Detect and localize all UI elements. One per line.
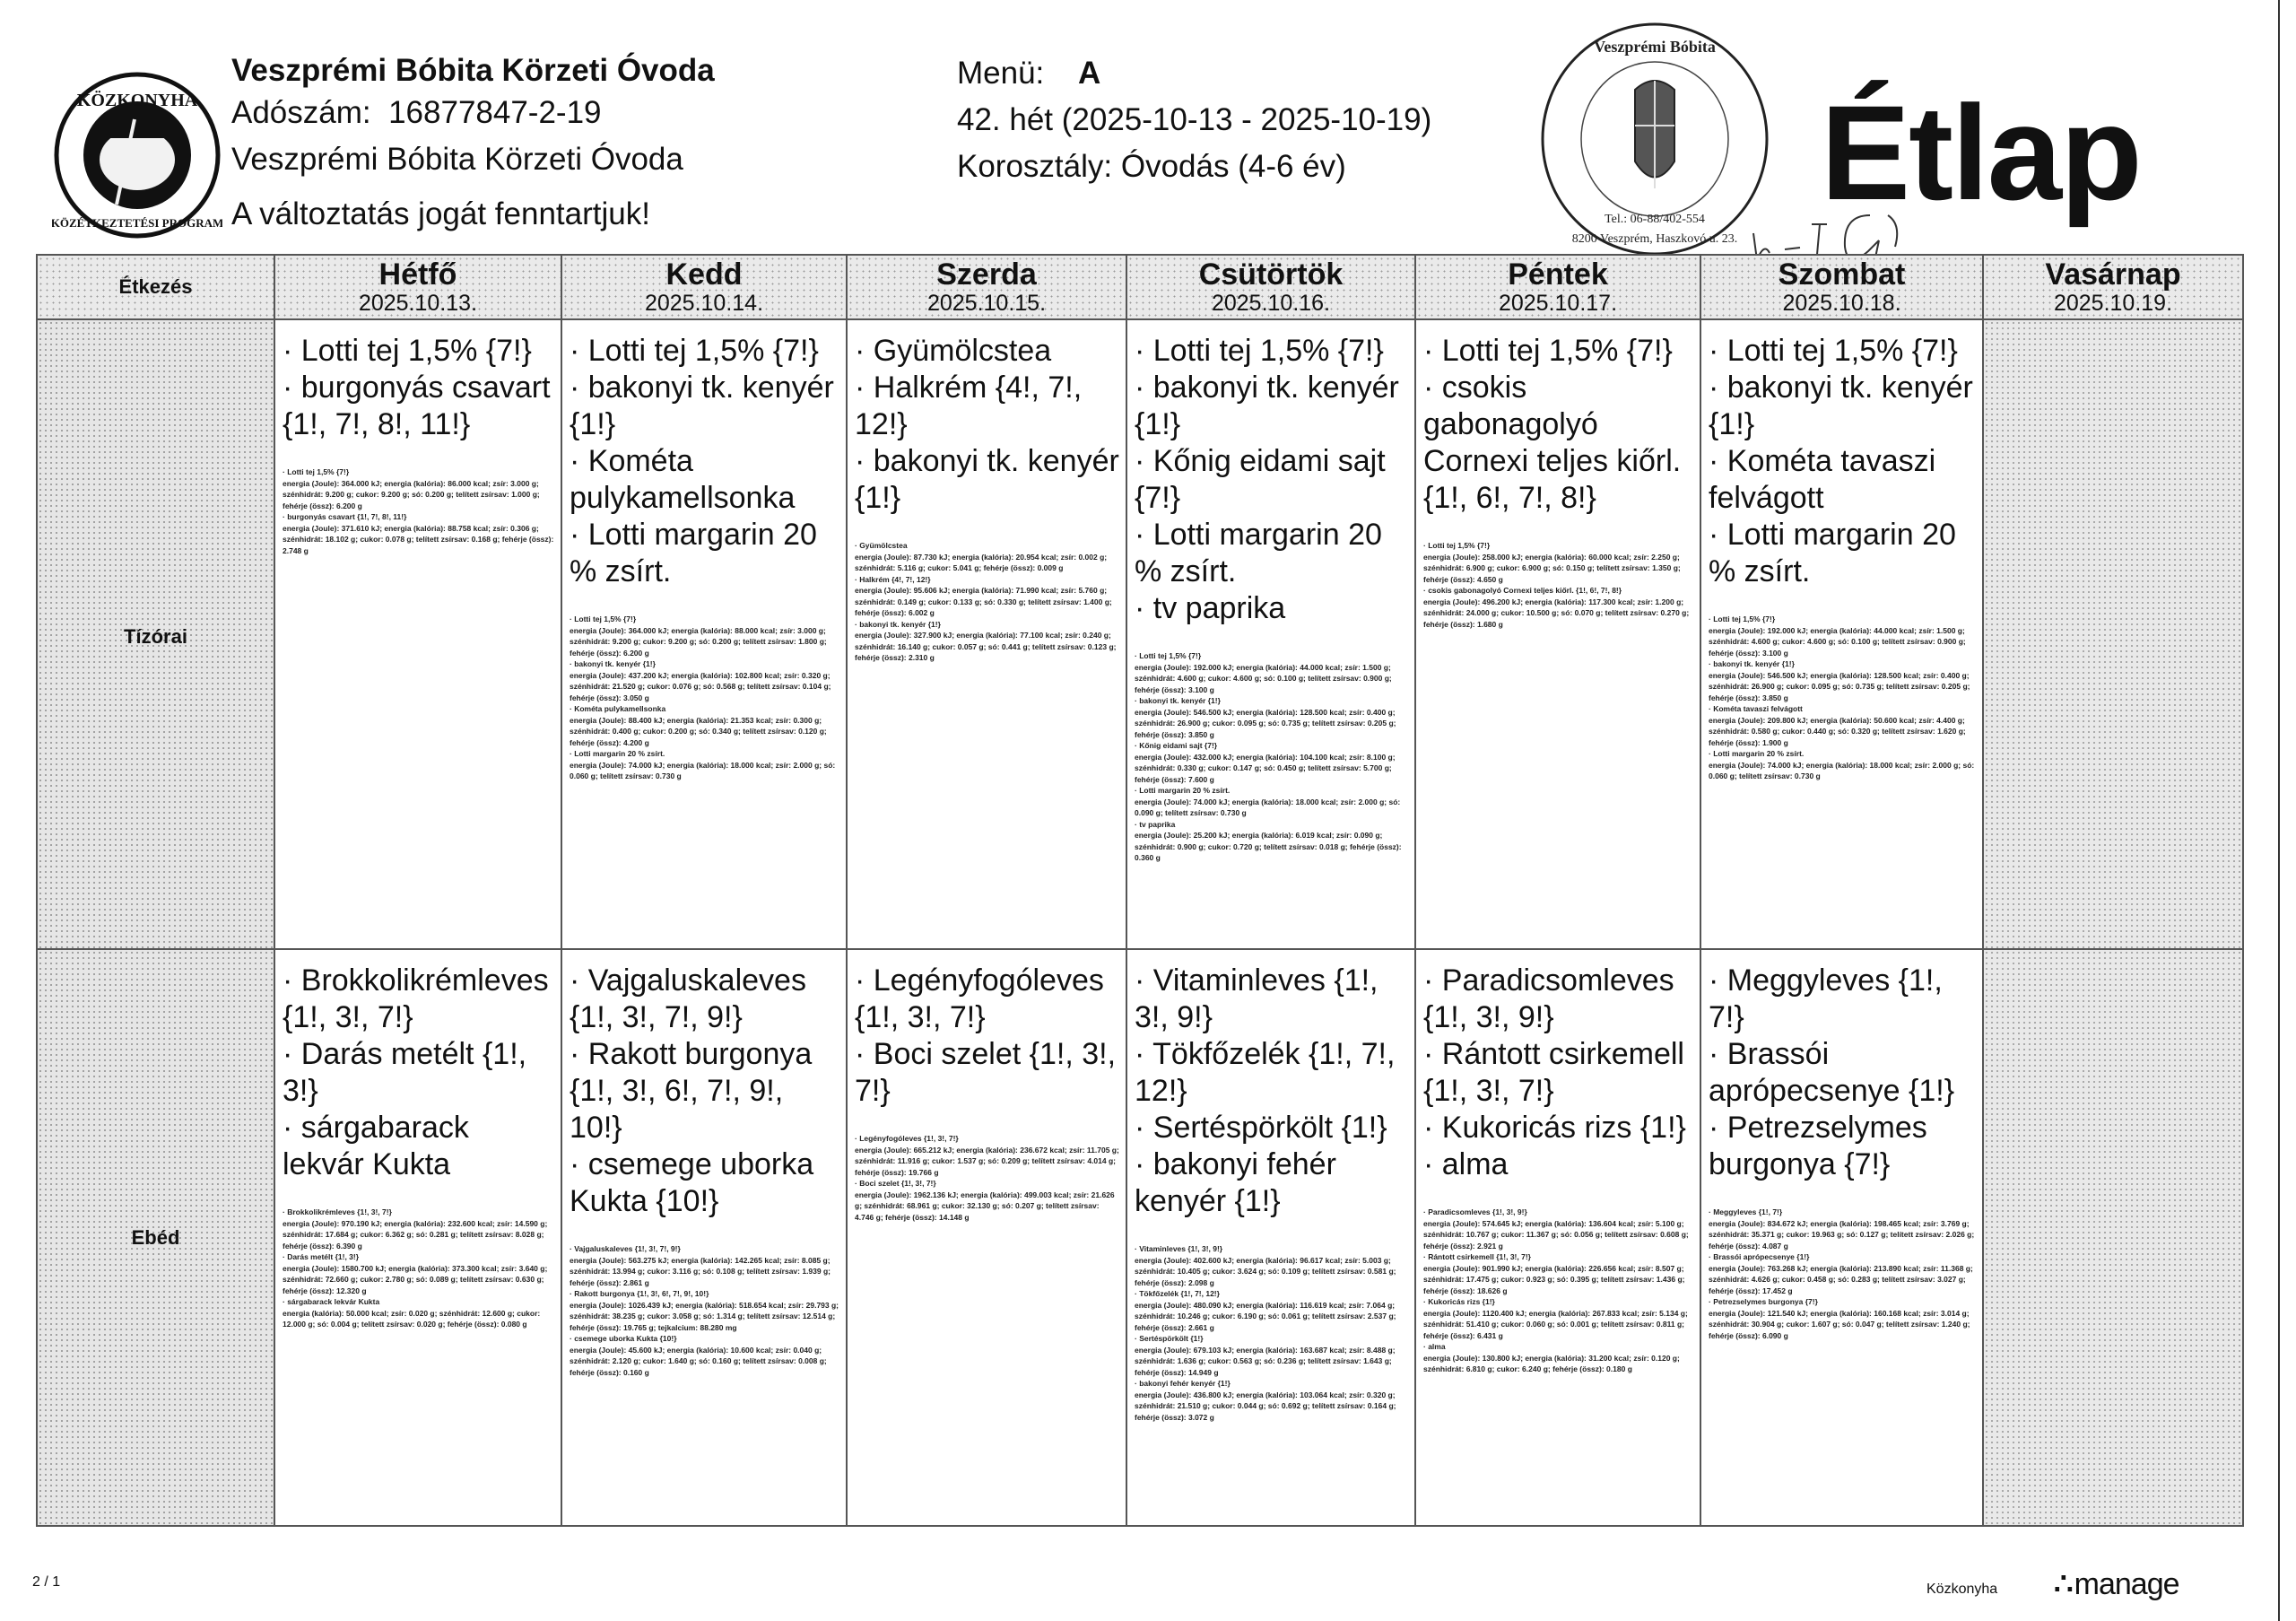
org-name-secondary: Veszprémi Bóbita Körzeti Óvoda bbox=[231, 142, 683, 177]
dish-item: · Lotti tej 1,5% {7!} bbox=[1709, 334, 1958, 368]
nutrition-item-values: energia (Joule): 192.000 kJ; energia (kalória): 44.000 kcal; zsír: 1.500 g; szénhidrát: 4.600 g; cukor: 4.600 g; só: 0.100 g; telített zsírsav: 0.900 g; fehérje (össz): 3.100 g bbox=[1135, 662, 1392, 694]
day-header bbox=[847, 255, 1126, 319]
menu-cell-content bbox=[1416, 320, 1700, 633]
nutrition-item-title: · alma bbox=[1423, 1342, 1446, 1351]
day-name: Péntek bbox=[1508, 257, 1608, 292]
day-header bbox=[274, 255, 561, 319]
menu-cell bbox=[561, 949, 847, 1526]
dish-item: · bakonyi tk. kenyér {1!} bbox=[570, 370, 834, 441]
nutrition-item-title: · Vajgaluskaleves {1!, 3!, 7!, 9!} bbox=[570, 1244, 681, 1253]
nutrition-item-title: · Sertéspörkölt {1!} bbox=[1135, 1334, 1204, 1343]
menu-cell bbox=[274, 949, 561, 1526]
org-name: Veszprémi Bóbita Körzeti Óvoda bbox=[231, 53, 715, 88]
nutrition-item-values: energia (Joule): 74.000 kJ; energia (kalória): 18.000 kcal; zsír: 2.000 g; só: 0.060 g; telített zsírsav: 0.730 g bbox=[1709, 760, 1975, 780]
nutrition-item-title: · csokis gabonagolyó Cornexi teljes kiőrl. {1!, 6!, 7!, 8!} bbox=[1423, 586, 1622, 595]
meal-column-label: Étkezés bbox=[118, 275, 193, 298]
menu-label: Menü: bbox=[957, 56, 1045, 91]
menu-cell-content bbox=[1127, 950, 1414, 1426]
dish-item: · Vitaminleves {1!, 3!, 9!} bbox=[1135, 963, 1378, 1034]
nutrition-item-title: · burgonyás csavart {1!, 7!, 8!, 11!} bbox=[283, 512, 407, 521]
dish-item: · Lotti tej 1,5% {7!} bbox=[1423, 334, 1673, 368]
nutrition-item-values: energia (Joule): 436.800 kJ; energia (kalória): 103.064 kcal; zsír: 0.320 g; szénhidrát: 21.510 g; cukor: 0.044 g; só: 0.692 g; telített zsírsav: 0.164 g; fehérje (össz): 3.072 g bbox=[1135, 1390, 1396, 1422]
nutrition-item-values: energia (Joule): 87.730 kJ; energia (kalória): 20.954 kcal; zsír: 0.002 g; szénhidrát: 5.116 g; cukor: 5.041 g; fehérje (össz): 0.009 g bbox=[855, 552, 1108, 572]
manage-logo-text: manage bbox=[2074, 1567, 2179, 1601]
menu-cell-content bbox=[1127, 320, 1414, 867]
menu-cell bbox=[847, 319, 1126, 949]
dish-item: · bakonyi tk. kenyér {1!} bbox=[855, 444, 1119, 515]
nutrition-item-values: energia (Joule): 130.800 kJ; energia (kalória): 31.200 kcal; zsír: 0.120 g; szénhidrát: 6.810 g; cukor: 6.240 g; fehérje (össz): 0.180 g bbox=[1423, 1353, 1680, 1373]
nutrition-item-values: energia (Joule): 546.500 kJ; energia (kalória): 128.500 kcal; zsír: 0.400 g; szénhidrát: 26.900 g; cukor: 0.095 g; só: 0.735 g; telített zsírsav: 0.205 g; fehérje (össz): 3.850 g bbox=[1135, 707, 1396, 739]
nutrition-item-values: energia (Joule): 563.275 kJ; energia (kalória): 142.265 kcal; zsír: 8.085 g; szénhidrát: 13.994 g; cukor: 3.116 g; só: 0.108 g; telített zsírsav: 1.939 g; fehérje (össz): 2.861 g bbox=[570, 1255, 831, 1287]
day-header bbox=[1126, 255, 1415, 319]
dish-item: · Lotti margarin 20 % zsírt. bbox=[570, 518, 817, 588]
nutrition-item-title: · Kukoricás rizs {1!} bbox=[1423, 1297, 1495, 1306]
nutrition-item-title: · Rakott burgonya {1!, 3!, 6!, 7!, 9!, 10!} bbox=[570, 1289, 709, 1298]
table-header-row bbox=[37, 255, 2243, 319]
nutrition-item-values: energia (Joule): 402.600 kJ; energia (kalória): 96.617 kcal; zsír: 5.003 g; szénhidrát: 10.405 g; cukor: 3.624 g; só: 0.109 g; telített zsírsav: 0.581 g; fehérje (össz): 2.098 g bbox=[1135, 1255, 1396, 1287]
svg-text:KÖZÉTKEZTETÉSI PROGRAM: KÖZÉTKEZTETÉSI PROGRAM bbox=[52, 216, 222, 230]
page-title: Étlap bbox=[1821, 77, 2141, 228]
dish-item: · csokis gabonagolyó Cornexi teljes kiőrl. {1!, 6!, 7!, 8!} bbox=[1423, 370, 1682, 515]
day-header bbox=[561, 255, 847, 319]
menu-cell-content bbox=[1984, 320, 2242, 336]
menu-cell bbox=[1700, 319, 1983, 949]
dish-item: · Brokkolikrémleves {1!, 3!, 7!} bbox=[283, 963, 549, 1034]
nutrition-item-title: · Meggyleves {1!, 7!} bbox=[1709, 1207, 1783, 1216]
nutrition-item-title: · bakonyi fehér kenyér {1!} bbox=[1135, 1379, 1231, 1388]
nutrition-item-title: · bakonyi tk. kenyér {1!} bbox=[1135, 696, 1221, 705]
nutrition-item-values: energia (Joule): 327.900 kJ; energia (kalória): 77.100 kcal; zsír: 0.240 g; szénhidrát: 16.140 g; cukor: 0.057 g; só: 0.441 g; telített zsírsav: 0.123 g; fehérje (össz): 2.310 g bbox=[855, 631, 1117, 662]
nutrition-item-title: · bakonyi tk. kenyér {1!} bbox=[855, 619, 941, 629]
day-header bbox=[1983, 255, 2243, 319]
day-date: 2025.10.17. bbox=[1498, 291, 1618, 316]
nutrition-item-values: energia (Joule): 432.000 kJ; energia (kalória): 104.100 kcal; zsír: 8.100 g; szénhidrát: 0.330 g; cukor: 0.147 g; só: 0.450 g; telített zsírsav: 5.700 g; fehérje (össz): 7.600 g bbox=[1135, 752, 1396, 784]
day-date: 2025.10.15. bbox=[926, 291, 1047, 316]
nutrition-item-title: · Lotti tej 1,5% {7!} bbox=[1709, 614, 1776, 623]
nutrition-item-title: · Halkrém {4!, 7!, 12!} bbox=[855, 574, 931, 584]
nutrition-item-values: energia (Joule): 74.000 kJ; energia (kalória): 18.000 kcal; zsír: 2.000 g; só: 0.060 g; telített zsírsav: 0.730 g bbox=[570, 760, 836, 780]
nutrition-item-title: · Vitaminleves {1!, 3!, 9!} bbox=[1135, 1244, 1223, 1253]
menu-cell bbox=[1126, 319, 1415, 949]
nutrition-item-values: energia (Joule): 834.672 kJ; energia (kalória): 198.465 kcal; zsír: 3.769 g; szénhidrát: 35.371 g; cukor: 19.963 g; só: 0.127 g; telített zsírsav: 2.026 g; fehérje (össz): 4.087 g bbox=[1709, 1218, 1975, 1251]
day-date: 2025.10.14. bbox=[644, 291, 764, 316]
menu-cell bbox=[847, 949, 1126, 1526]
nutrition-info bbox=[1423, 540, 1694, 630]
menu-cell bbox=[1415, 319, 1700, 949]
nutrition-item-title: · Paradicsomleves {1!, 3!, 9!} bbox=[1423, 1207, 1527, 1216]
nutrition-item-values: energia (Joule): 546.500 kJ; energia (kalória): 128.500 kcal; zsír: 0.400 g; szénhidrát: 26.900 g; cukor: 0.095 g; só: 0.735 g; telített zsírsav: 0.205 g; fehérje (össz): 3.850 g bbox=[1709, 670, 1970, 702]
nutrition-item-title: · tv paprika bbox=[1135, 819, 1176, 829]
dish-item: · bakonyi tk. kenyér {1!} bbox=[1135, 370, 1399, 441]
dish-item: · Meggyleves {1!, 7!} bbox=[1709, 963, 1943, 1034]
meal-label: Ebéd bbox=[131, 1226, 180, 1249]
nutrition-item-values: energia (Joule): 763.268 kJ; energia (kalória): 213.890 kcal; zsír: 11.368 g; szénhidrát: 4.626 g; cukor: 0.458 g; só: 0.283 g; telített zsírsav: 3.027 g; fehérje (össz): 17.452 g bbox=[1709, 1263, 1973, 1295]
nutrition-item-values: energia (Joule): 95.606 kJ; energia (kalória): 71.990 kcal; zsír: 5.760 g; szénhidrát: 0.149 g; cukor: 0.133 g; só: 0.330 g; telített zsírsav: 1.400 g; fehérje (össz): 6.002 g bbox=[855, 586, 1112, 617]
day-name: Szombat bbox=[1778, 257, 1906, 292]
svg-text:KÖZKONYHA: KÖZKONYHA bbox=[76, 91, 198, 110]
kozkonyha-logo bbox=[52, 70, 222, 240]
menu-cell bbox=[561, 319, 847, 949]
day-date: 2025.10.18. bbox=[1782, 291, 1901, 316]
organization-info bbox=[231, 52, 715, 233]
menu-table bbox=[36, 254, 2244, 1527]
dish-item: · bakonyi fehér kenyér {1!} bbox=[1135, 1147, 1336, 1218]
dish-item: · Kométa tavaszi felvágott bbox=[1709, 444, 1936, 515]
dish-item: · alma bbox=[1423, 1147, 1509, 1181]
day-header bbox=[1700, 255, 1983, 319]
dish-item: · sárgabarack lekvár Kukta bbox=[283, 1111, 469, 1181]
nutrition-item-title: · Lotti margarin 20 % zsírt. bbox=[1135, 786, 1231, 795]
nutrition-item-values: energia (Joule): 258.000 kJ; energia (kalória): 60.000 kcal; zsír: 2.250 g; szénhidrát: 6.900 g; cukor: 6.900 g; só: 0.150 g; telített zsírsav: 1.350 g; fehérje (össz): 4.650 g bbox=[1423, 552, 1681, 584]
nutrition-item-title: · Brassói aprópecsenye {1!} bbox=[1709, 1252, 1810, 1261]
nutrition-item-values: energia (Joule): 901.990 kJ; energia (kalória): 226.656 kcal; zsír: 8.507 g; szénhidrát: 17.475 g; cukor: 0.923 g; só: 0.395 g; telített zsírsav: 1.436 g; fehérje (össz): 18.626 g bbox=[1423, 1263, 1685, 1295]
manage-logo-dots: ∴ bbox=[2054, 1567, 2074, 1601]
nutrition-info bbox=[283, 1207, 555, 1330]
nutrition-item-title: · bakonyi tk. kenyér {1!} bbox=[1709, 659, 1795, 668]
nutrition-item-title: · Petrezselymes burgonya {7!} bbox=[1709, 1297, 1818, 1306]
nutrition-item-values: energia (Joule): 437.200 kJ; energia (kalória): 102.800 kcal; zsír: 0.320 g; szénhidrát: 21.520 g; cukor: 0.076 g; só: 0.568 g; telített zsírsav: 0.104 g; fehérje (össz): 3.050 g bbox=[570, 670, 831, 702]
nutrition-item-values: energia (Joule): 665.212 kJ; energia (kalória): 236.672 kcal; zsír: 11.705 g; szénhidrát: 11.916 g; cukor: 1.537 g; só: 0.209 g; telített zsírsav: 4.014 g; fehérje (össz): 19.766 g bbox=[855, 1145, 1119, 1177]
nutrition-item-title: · Darás metélt {1!, 3!} bbox=[283, 1252, 360, 1261]
dish-item: · Petrezselymes burgonya {7!} bbox=[1709, 1111, 1927, 1181]
nutrition-info bbox=[570, 614, 840, 782]
menu-cell bbox=[1983, 319, 2243, 949]
day-name: Szerda bbox=[936, 257, 1037, 292]
dish-item: · Brassói aprópecsenye {1!} bbox=[1709, 1037, 1955, 1108]
meal-label-cell bbox=[37, 949, 274, 1526]
nutrition-info bbox=[1423, 1207, 1694, 1375]
nutrition-item-title: · Legényfogóleves {1!, 3!, 7!} bbox=[855, 1134, 959, 1143]
dish-item: · Sertéspörkölt {1!} bbox=[1135, 1111, 1387, 1145]
day-name: Hétfő bbox=[378, 257, 457, 292]
week-range: 42. hét (2025-10-13 - 2025-10-19) bbox=[957, 102, 1432, 137]
menu-cell-content bbox=[275, 950, 561, 1334]
nutrition-item-values: energia (Joule): 209.800 kJ; energia (kalória): 50.600 kcal; zsír: 4.400 g; szénhidrát: 0.580 g; cukor: 0.440 g; só: 0.320 g; telített zsírsav: 1.620 g; fehérje (össz): 1.900 g bbox=[1709, 715, 1966, 747]
corner-header bbox=[37, 255, 274, 319]
nutrition-item-values: energia (Joule): 1962.136 kJ; energia (kalória): 499.003 kcal; zsír: 21.626 g; szénhidrát: 68.961 g; cukor: 32.130 g; só: 0.207 g; telített zsírsav: 4.746 g; fehérje (össz): 14.148 g bbox=[855, 1190, 1115, 1222]
nutrition-item-values: energia (Joule): 364.000 kJ; energia (kalória): 86.000 kcal; zsír: 3.000 g; szénhidrát: 9.200 g; cukor: 9.200 g; só: 0.200 g; telített zsírsav: 1.000 g; fehérje (össz): 6.200 g bbox=[283, 478, 540, 510]
nutrition-item-values: energia (Joule): 45.600 kJ; energia (kalória): 10.600 kcal; zsír: 0.040 g; szénhidrát: 2.120 g; cukor: 1.640 g; só: 0.160 g; telített zsírsav: 0.008 g; fehérje (össz): 0.160 g bbox=[570, 1345, 827, 1377]
nutrition-info bbox=[855, 540, 1120, 664]
age-label: Korosztály: bbox=[957, 149, 1113, 184]
page-edge-line bbox=[2278, 0, 2280, 1621]
dish-item: · Darás metélt {1!, 3!} bbox=[283, 1037, 527, 1108]
day-date: 2025.10.13. bbox=[358, 291, 478, 316]
nutrition-item-title: · Lotti tej 1,5% {7!} bbox=[1135, 651, 1202, 660]
menu-cell-content bbox=[1701, 950, 1982, 1345]
nutrition-item-values: energia (Joule): 574.645 kJ; energia (kalória): 136.604 kcal; zsír: 5.100 g; szénhidrát: 10.767 g; cukor: 11.367 g; só: 0.056 g; telített zsírsav: 0.608 g; fehérje (össz): 2.921 g bbox=[1423, 1218, 1689, 1251]
dish-item: · burgonyás csavart {1!, 7!, 8!, 11!} bbox=[283, 370, 551, 441]
footer-brand: Közkonyha bbox=[1926, 1582, 1998, 1597]
day-name: Kedd bbox=[665, 257, 743, 292]
menu-cell bbox=[1126, 949, 1415, 1526]
manage-logo bbox=[2054, 1566, 2179, 1602]
tax-number: 16877847-2-19 bbox=[388, 95, 602, 130]
dish-item: · Lotti margarin 20 % zsírt. bbox=[1709, 518, 1956, 588]
nutrition-item-values: energia (Joule): 679.103 kJ; energia (kalória): 163.687 kcal; zsír: 8.488 g; szénhidrát: 1.636 g; cukor: 0.563 g; só: 0.236 g; telített zsírsav: 1.643 g; fehérje (össz): 14.949 g bbox=[1135, 1345, 1396, 1377]
nutrition-item-values: energia (kalória): 50.000 kcal; zsír: 0.020 g; szénhidrát: 12.600 g; cukor: 12.000 g; só: 0.004 g; telített zsírsav: 0.020 g; fehérje (össz): 0.080 g bbox=[283, 1308, 541, 1329]
nutrition-item-values: energia (Joule): 371.610 kJ; energia (kalória): 88.758 kcal; zsír: 0.306 g; szénhidrát: 18.102 g; cukor: 0.078 g; telített zsírsav: 0.168 g; fehérje (össz): 2.748 g bbox=[283, 523, 554, 555]
nutrition-item-title: · Kőnig eidami sajt {7!} bbox=[1135, 741, 1218, 750]
meal-row-ebed bbox=[37, 949, 2243, 1526]
day-name: Vasárnap bbox=[2045, 257, 2181, 292]
menu-cell-content bbox=[562, 950, 846, 1381]
nutrition-item-title: · Lotti margarin 20 % zsírt. bbox=[1709, 749, 1805, 758]
nutrition-info bbox=[1709, 614, 1977, 782]
nutrition-item-values: energia (Joule): 121.540 kJ; energia (kalória): 160.168 kcal; zsír: 3.014 g; szénhidrát: 30.904 g; cukor: 1.607 g; só: 0.047 g; telített zsírsav: 1.240 g; fehérje (össz): 6.090 g bbox=[1709, 1308, 1970, 1340]
nutrition-item-title: · Lotti tej 1,5% {7!} bbox=[570, 614, 637, 623]
dish-item: · Kukoricás rizs {1!} bbox=[1423, 1111, 1686, 1145]
dish-item: · Lotti tej 1,5% {7!} bbox=[283, 334, 532, 368]
meal-label-cell bbox=[37, 319, 274, 949]
nutrition-info bbox=[283, 466, 555, 556]
meal-row-tizorai bbox=[37, 319, 2243, 949]
day-header bbox=[1415, 255, 1700, 319]
nutrition-item-title: · Gyümölcstea bbox=[855, 541, 908, 550]
day-date: 2025.10.19. bbox=[2053, 291, 2173, 316]
disclaimer-note: A változtatás jogát fenntartjuk! bbox=[231, 196, 650, 231]
nutrition-item-values: energia (Joule): 1026.439 kJ; energia (kalória): 518.654 kcal; zsír: 29.793 g; szénhidrát: 38.235 g; cukor: 3.058 g; só: 1.314 g; telített zsírsav: 12.514 g; fehérje (össz): 19.765 g; tejkalcium: 88.280 mg bbox=[570, 1300, 839, 1332]
nutrition-info bbox=[1709, 1207, 1977, 1341]
nutrition-item-values: energia (Joule): 1120.400 kJ; energia (kalória): 267.833 kcal; zsír: 5.134 g; szénhidrát: 51.410 g; cukor: 0.060 g; só: 0.001 g; telített zsírsav: 0.811 g; fehérje (össz): 6.431 g bbox=[1423, 1308, 1688, 1340]
nutrition-item-values: energia (Joule): 496.200 kJ; energia (kalória): 117.300 kcal; zsír: 1.200 g; szénhidrát: 24.000 g; cukor: 10.500 g; só: 0.070 g; telített zsírsav: 0.270 g; fehérje (össz): 1.680 g bbox=[1423, 597, 1690, 629]
dish-item: · Gyümölcstea bbox=[855, 334, 1052, 368]
svg-text:Tel.: 06-88/402-554: Tel.: 06-88/402-554 bbox=[1605, 213, 1705, 226]
dish-item: · Lotti tej 1,5% {7!} bbox=[570, 334, 819, 368]
menu-line bbox=[957, 50, 1431, 97]
nutrition-item-values: energia (Joule): 192.000 kJ; energia (kalória): 44.000 kcal; zsír: 1.500 g; szénhidrát: 4.600 g; cukor: 4.600 g; só: 0.100 g; telített zsírsav: 0.900 g; fehérje (össz): 3.100 g bbox=[1709, 625, 1966, 658]
nutrition-info bbox=[570, 1243, 840, 1378]
dish-item: · Halkrém {4!, 7!, 12!} bbox=[855, 370, 1083, 441]
nutrition-item-title: · csemege uborka Kukta {10!} bbox=[570, 1334, 677, 1343]
dish-item: · Legényfogóleves {1!, 3!, 7!} bbox=[855, 963, 1104, 1034]
dish-item: · bakonyi tk. kenyér {1!} bbox=[1709, 370, 1973, 441]
nutrition-item-values: energia (Joule): 970.190 kJ; energia (kalória): 232.600 kcal; zsír: 14.590 g; szénhidrát: 17.684 g; cukor: 6.362 g; só: 0.281 g; telített zsírsav: 8.028 g; fehérje (össz): 6.390 g bbox=[283, 1218, 548, 1251]
menu-cell-content bbox=[848, 950, 1126, 1226]
menu-cell bbox=[1700, 949, 1983, 1526]
tax-number-line bbox=[231, 90, 715, 136]
nutrition-item-values: energia (Joule): 364.000 kJ; energia (kalória): 88.000 kcal; zsír: 3.000 g; szénhidrát: 9.200 g; cukor: 9.200 g; só: 0.200 g; telített zsírsav: 1.800 g; fehérje (össz): 6.200 g bbox=[570, 625, 827, 658]
age-value: Óvodás (4-6 év) bbox=[1120, 149, 1346, 184]
menu-cell bbox=[274, 319, 561, 949]
nutrition-item-values: energia (Joule): 88.400 kJ; energia (kalória): 21.353 kcal; zsír: 0.300 g; szénhidrát: 0.400 g; cukor: 0.200 g; só: 0.340 g; telített zsírsav: 0.120 g; fehérje (össz): 4.200 g bbox=[570, 715, 827, 747]
nutrition-item-title: · Brokkolikrémleves {1!, 3!, 7!} bbox=[283, 1207, 392, 1216]
nutrition-info bbox=[855, 1133, 1120, 1223]
menu-cell-content bbox=[562, 320, 846, 786]
nutrition-item-title: · sárgabarack lekvár Kukta bbox=[283, 1297, 380, 1306]
svg-text:Veszprémi Bóbita: Veszprémi Bóbita bbox=[1594, 38, 1716, 56]
menu-cell-content bbox=[275, 320, 561, 560]
menu-cell-content bbox=[1701, 320, 1982, 786]
official-stamp bbox=[1529, 18, 1780, 260]
page-number: 2 / 1 bbox=[32, 1574, 61, 1590]
nutrition-item-title: · Kométa pulykamellsonka bbox=[570, 704, 666, 713]
dish-item: · Paradicsomleves {1!, 3!, 9!} bbox=[1423, 963, 1674, 1034]
age-group-line bbox=[957, 144, 1431, 190]
nutrition-item-title: · Lotti margarin 20 % zsírt. bbox=[570, 749, 665, 758]
nutrition-item-values: energia (Joule): 480.090 kJ; energia (kalória): 116.619 kcal; zsír: 7.064 g; szénhidrát: 10.246 g; cukor: 6.190 g; só: 0.061 g; telített zsírsav: 2.537 g; fehérje (össz): 2.661 g bbox=[1135, 1300, 1396, 1332]
nutrition-item-values: energia (Joule): 74.000 kJ; energia (kalória): 18.000 kcal; zsír: 2.000 g; só: 0.090 g; telített zsírsav: 0.730 g bbox=[1135, 797, 1401, 817]
nutrition-item-title: · Rántott csirkemell {1!, 3!, 7!} bbox=[1423, 1252, 1531, 1261]
nutrition-item-title: · Kométa tavaszi felvágott bbox=[1709, 704, 1803, 713]
nutrition-info bbox=[1135, 650, 1409, 864]
menu-cell-content bbox=[848, 320, 1126, 667]
nutrition-item-title: · Lotti tej 1,5% {7!} bbox=[283, 467, 350, 476]
dish-item: · Lotti margarin 20 % zsírt. bbox=[1135, 518, 1382, 588]
menu-cell-content bbox=[1984, 950, 2242, 966]
menu-cell bbox=[1983, 949, 2243, 1526]
day-name: Csütörtök bbox=[1198, 257, 1344, 292]
meal-label: Tízórai bbox=[124, 625, 187, 648]
dish-item: · Rakott burgonya {1!, 3!, 6!, 7!, 9!, 10!} bbox=[570, 1037, 813, 1145]
nutrition-item-title: · Lotti tej 1,5% {7!} bbox=[1423, 541, 1491, 550]
menu-cell bbox=[1415, 949, 1700, 1526]
day-date: 2025.10.16. bbox=[1211, 291, 1331, 316]
dish-item: · tv paprika bbox=[1135, 591, 1286, 625]
dish-item: · Boci szelet {1!, 3!, 7!} bbox=[855, 1037, 1117, 1108]
nutrition-item-title: · bakonyi tk. kenyér {1!} bbox=[570, 659, 656, 668]
tax-label: Adószám: bbox=[231, 95, 371, 130]
dish-item: · csemege uborka Kukta {10!} bbox=[570, 1147, 814, 1218]
dish-item: · Vajgaluskaleves {1!, 3!, 7!, 9!} bbox=[570, 963, 806, 1034]
menu-cell-content bbox=[1416, 950, 1700, 1379]
nutrition-item-title: · Tökfőzelék {1!, 7!, 12!} bbox=[1135, 1289, 1220, 1298]
dish-item: · Kőnig eidami sajt {7!} bbox=[1135, 444, 1386, 515]
nutrition-info bbox=[1135, 1243, 1409, 1423]
dish-item: · Kométa pulykamellsonka bbox=[570, 444, 796, 515]
nutrition-item-values: energia (Joule): 1580.700 kJ; energia (kalória): 373.300 kcal; zsír: 3.640 g; szénhidrát: 72.660 g; cukor: 2.780 g; só: 0.089 g; telített zsírsav: 0.630 g; fehérje (össz): 12.320 g bbox=[283, 1263, 548, 1295]
nutrition-item-values: energia (Joule): 25.200 kJ; energia (kalória): 6.019 kcal; zsír: 0.090 g; szénhidrát: 0.900 g; cukor: 0.720 g; telített zsírsav: 0.018 g; fehérje (össz): 0.360 g bbox=[1135, 831, 1402, 862]
nutrition-item-title: · Boci szelet {1!, 3!, 7!} bbox=[855, 1179, 936, 1188]
dish-item: · Rántott csirkemell {1!, 3!, 7!} bbox=[1423, 1037, 1684, 1108]
svg-text:8200 Veszprém, Haszkovó u. 23.: 8200 Veszprém, Haszkovó u. 23. bbox=[1571, 232, 1738, 246]
menu-value: A bbox=[1078, 56, 1101, 91]
dish-item: · Tökfőzelék {1!, 7!, 12!} bbox=[1135, 1037, 1396, 1108]
dish-item: · Lotti tej 1,5% {7!} bbox=[1135, 334, 1384, 368]
menu-info bbox=[957, 50, 1431, 190]
